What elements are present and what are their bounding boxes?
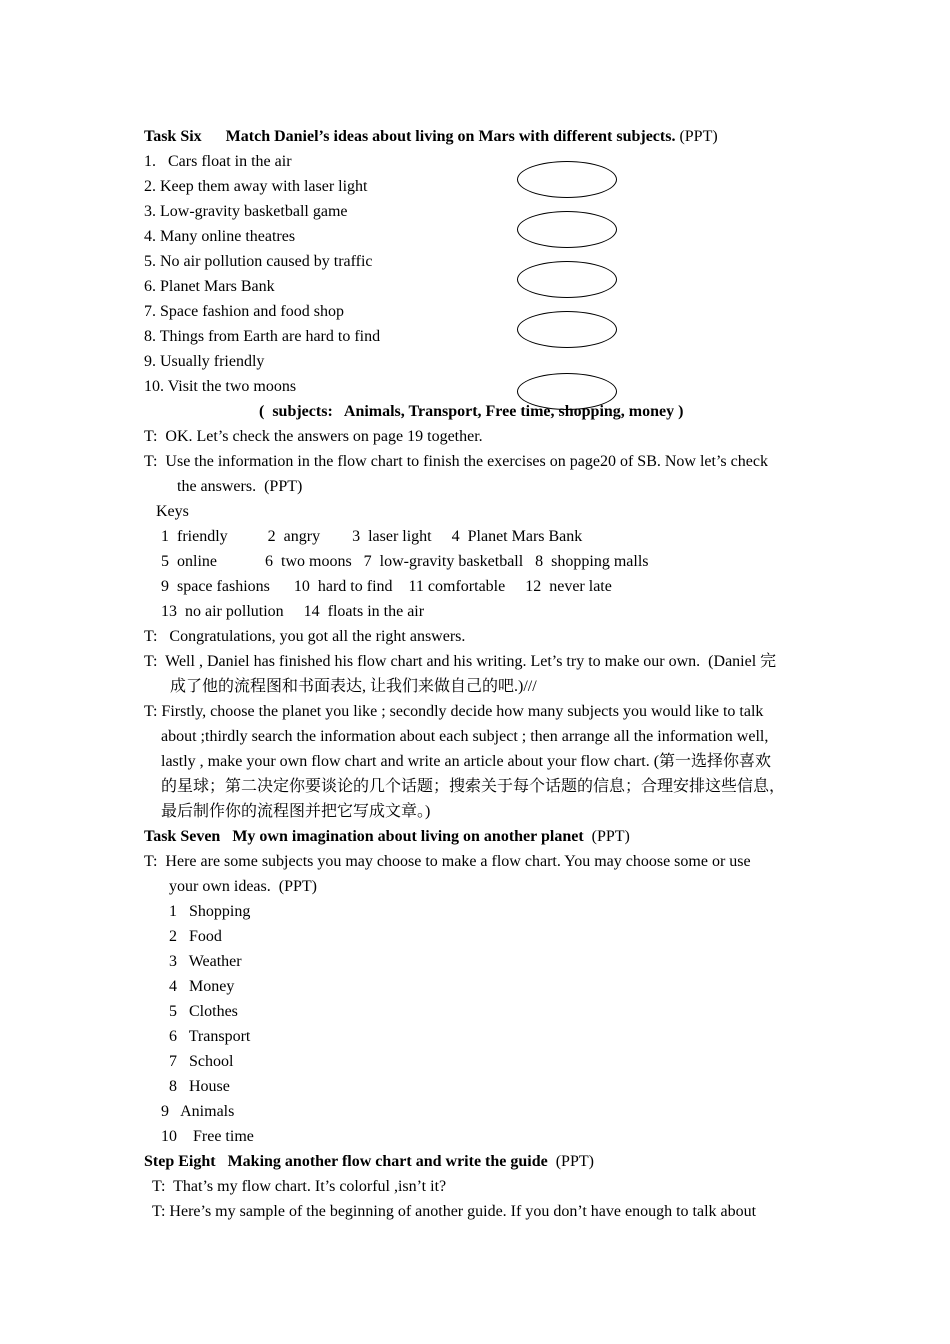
list-item: 6. Planet Mars Bank: [144, 278, 275, 295]
keys-row: 9 space fashions 10 hard to find 11 comfortable 12 never late: [161, 578, 612, 595]
subject-item: 9 Animals: [161, 1103, 235, 1120]
step-eight-label: Step Eight: [144, 1153, 216, 1170]
task-six-tag: (PPT): [675, 128, 718, 145]
subject-item: 5 Clothes: [169, 1003, 238, 1020]
list-item: 10. Visit the two moons: [144, 378, 297, 395]
subject-item: 2 Food: [169, 928, 222, 945]
match-oval: [517, 373, 617, 410]
task-six-heading: [144, 124, 718, 149]
subject-item: 10 Free time: [161, 1128, 254, 1145]
step-eight-heading: [144, 1149, 594, 1174]
list-item: 3. Low-gravity basketball game: [144, 203, 348, 220]
teacher-line: T: Here are some subjects you may choose to make a flow chart. You may choose some or use: [144, 853, 751, 870]
task-seven-label: Task Seven: [144, 828, 221, 845]
subjects-line: ( subjects: Animals, Transport, Free time, shopping, money ): [259, 403, 684, 420]
list-item: 5. No air pollution caused by traffic: [144, 253, 373, 270]
subject-item: 1 Shopping: [169, 903, 251, 920]
match-oval: [517, 161, 617, 198]
match-oval: [517, 261, 617, 298]
teacher-line: T: Here’s my sample of the beginning of another guide. If you don’t have enough to talk about: [152, 1203, 757, 1220]
teacher-line-cont: 最后制作你的流程图并把它写成文章。): [161, 803, 431, 820]
teacher-line: T: Firstly, choose the planet you like ; secondly decide how many subjects you would like to talk: [144, 703, 764, 720]
subject-item: 7 School: [169, 1053, 234, 1070]
teacher-line-cont: 成了他的流程图和书面表达, 让我们来做自己的吧.)///: [170, 678, 537, 695]
keys-label: Keys: [156, 503, 189, 520]
keys-row: 13 no air pollution 14 floats in the air: [161, 603, 425, 620]
teacher-line-cont: your own ideas. (PPT): [169, 878, 317, 895]
list-item: 1. Cars float in the air: [144, 153, 292, 170]
teacher-line-cont: about ;thirdly search the information about each subject ; then arrange all the information well,: [161, 728, 769, 745]
subject-item: 6 Transport: [169, 1028, 251, 1045]
list-item: 8. Things from Earth are hard to find: [144, 328, 381, 345]
match-oval: [517, 311, 617, 348]
subject-item: 3 Weather: [169, 953, 242, 970]
step-eight-tag: (PPT): [547, 1153, 594, 1170]
subject-item: 8 House: [169, 1078, 230, 1095]
teacher-line-cont: 的星球；第二决定你要谈论的几个话题；搜索关于每个话题的信息；合理安排这些信息，: [161, 778, 786, 795]
subject-item: 4 Money: [169, 978, 235, 995]
teacher-line-cont: lastly , make your own flow chart and write an article about your flow chart. (第一选择你喜欢: [161, 753, 772, 770]
step-eight-title: Making another flow chart and write the guide: [227, 1153, 548, 1170]
teacher-line: T: That’s my flow chart. It’s colorful ,isn’t it?: [152, 1178, 447, 1195]
task-six-label: Task Six: [144, 128, 202, 145]
match-oval: [517, 211, 617, 248]
list-item: 7. Space fashion and food shop: [144, 303, 344, 320]
task-seven-tag: (PPT): [583, 828, 630, 845]
task-seven-title: My own imagination about living on another planet: [232, 828, 584, 845]
keys-row: 1 friendly 2 angry 3 laser light 4 Planet Mars Bank: [161, 528, 583, 545]
keys-row: 5 online 6 two moons 7 low-gravity basketball 8 shopping malls: [161, 553, 649, 570]
teacher-line: T: Use the information in the flow chart to finish the exercises on page20 of SB. Now let’s check: [144, 453, 768, 470]
list-item: 2. Keep them away with laser light: [144, 178, 368, 195]
teacher-line-cont: the answers. (PPT): [177, 478, 303, 495]
list-item: 9. Usually friendly: [144, 353, 265, 370]
task-six-title: Match Daniel’s ideas about living on Mars with different subjects.: [225, 128, 676, 145]
teacher-line: T: Well , Daniel has finished his flow chart and his writing. Let’s try to make our own. (Daniel 完: [144, 653, 777, 670]
list-item: 4. Many online theatres: [144, 228, 296, 245]
task-seven-heading: [144, 824, 630, 849]
teacher-line: T: OK. Let’s check the answers on page 19 together.: [144, 428, 483, 445]
teacher-line: T: Congratulations, you got all the right answers.: [144, 628, 466, 645]
